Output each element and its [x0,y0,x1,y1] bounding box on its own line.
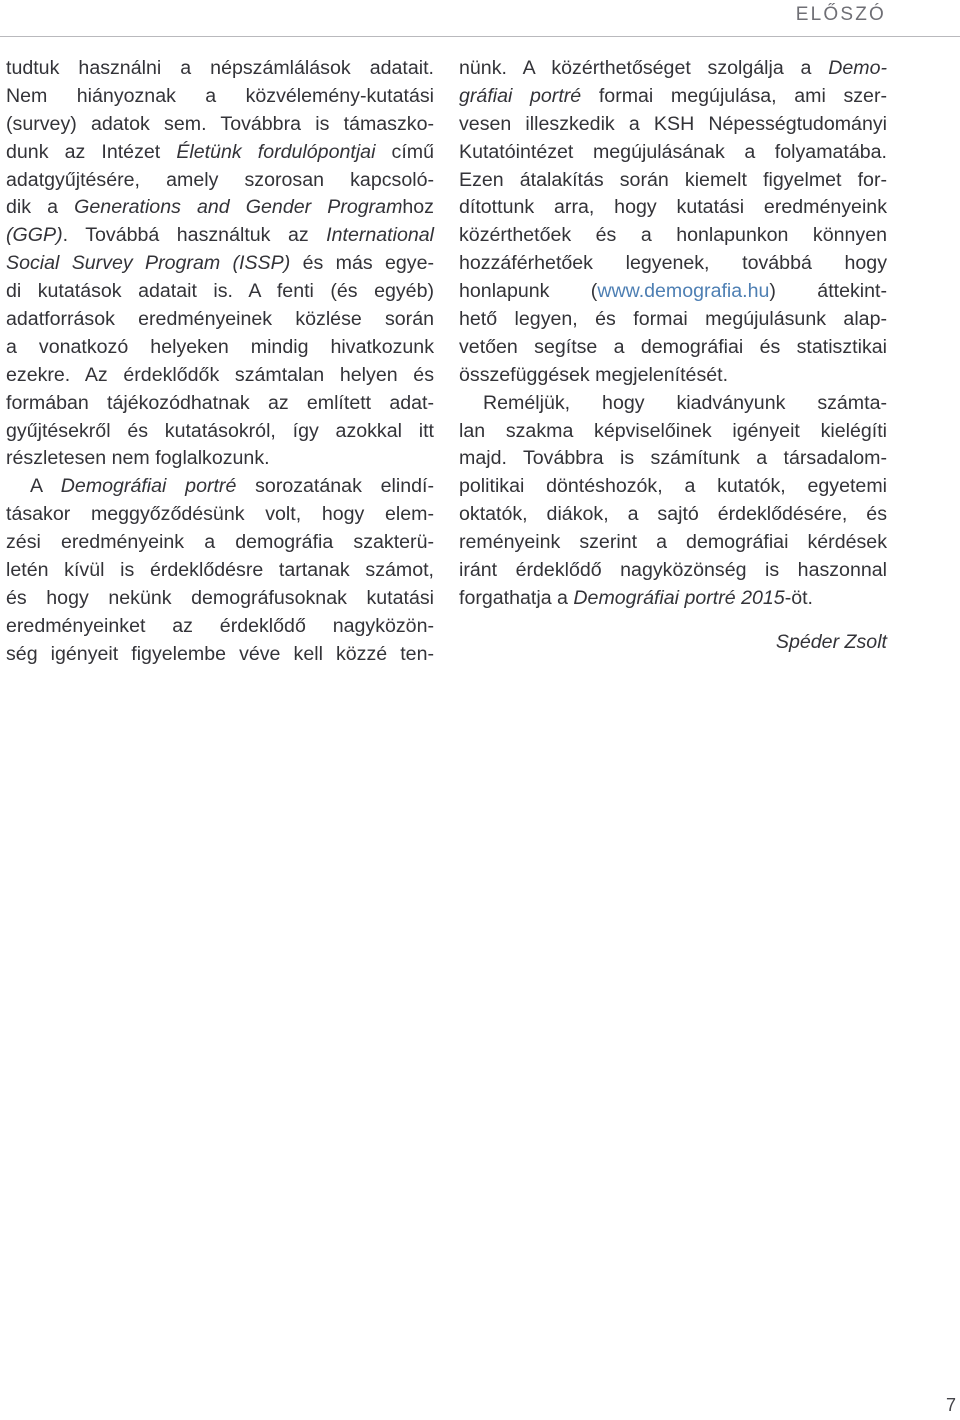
text-line [459,278,887,306]
text-line: adatforrások eredményeinek közlése során [6,308,434,331]
text-run: című [375,140,434,163]
text-line: hető legyen, és formai megújulásunk alap- [459,308,887,331]
text-line: tásakor meggyőződésünk volt, hogy elem- [6,503,434,526]
text-line [6,194,434,222]
text-line: eredményeinket az érdeklődő nagyközön- [6,614,434,637]
text-run: . Továbbá használtuk az [62,224,327,247]
text-line: majd. Továbbra is számítunk a társadalom- [459,447,887,470]
text-line [6,250,434,278]
text-line: iránt érdeklődő nagyközönség is haszonnal [459,559,887,582]
text-line [459,55,887,83]
text-line: letén kívül is érdeklődésre tartanak számot, [6,559,434,582]
text-line: közérthetőek és a honlapunkon könnyen [459,224,887,247]
text-line: adatgyűjtésére, amely szorosan kapcsoló- [6,168,434,191]
text-line: tudtuk használni a népszámlálások adatait. [6,57,434,79]
text-line: összefüggések megjelenítését. [459,363,729,386]
text-line: reményeink szerint a demográfiai kérdések [459,531,887,554]
italic-title-demografiai-portre-cont: gráfiai portré [459,84,582,107]
italic-title-issp-cont: Social Survey Program (ISSP) [6,252,291,275]
left-text-column [6,55,434,669]
text-line: di kutatások adatait is. A fenti (és egyéb) [6,280,434,303]
text-line: ezekre. Az érdeklődők számtalan helyen és [6,363,434,386]
italic-title-eletunk-fordulopontjai: Életünk fordulópontjai [176,140,376,163]
text-line: vesen illeszkedik a KSH Népességtudományi [459,112,887,135]
text-line: és hogy nekünk demográfusoknak kutatási [6,586,434,609]
text-line: ség igényeit figyelembe véve kell közzé ten- [6,642,434,665]
text-run: nünk. A közérthetőséget szolgálja a [459,57,829,79]
text-run: dunk az Intézet [6,140,177,163]
text-line [459,585,887,613]
text-run: honlapunk ( [459,280,598,303]
text-line: a vonatkozó helyeken mindig hivatkozunk [6,335,434,358]
text-run: ) áttekint- [769,280,887,303]
text-run: forgathatja a [459,586,574,609]
text-line: vetően segítse a demográfiai és statisztikai [459,335,887,358]
text-line: formában tájékozódhatnak az említett adat- [6,391,434,414]
text-line: oktatók, diákok, a sajtó érdeklődésére, és [459,503,887,526]
text-line [6,473,434,501]
text-run: A [30,475,61,498]
text-line: Ezen átalakítás során kiemelt figyelmet for- [459,168,887,191]
italic-abbrev-ggp: (GGP) [6,224,63,247]
website-link[interactable]: www.demografia.hu [597,280,770,303]
italic-title-issp: International [326,224,434,247]
header-divider [0,36,960,37]
right-text-column [459,55,887,657]
italic-title-ggp: Generations and Gender Program [74,196,403,219]
text-line: Reméljük, hogy kiadványunk számta- [483,391,887,414]
text-line: dítottunk arra, hogy kutatási eredményeink [459,196,887,219]
text-line: Nem hiányoznak a közvélemény-kutatási [6,84,434,107]
text-line: politikai döntéshozók, a kutatók, egyetemi [459,475,887,498]
page-number: 7 [945,1395,956,1415]
text-line: hozzáférhetőek legyenek, továbbá hogy [459,252,887,275]
text-line [459,83,887,111]
text-line: gyűjtésekről és kutatásokról, így azokkal itt [6,419,434,442]
text-run: dik a [6,196,75,219]
text-run: hoz [402,196,434,219]
text-run: sorozatának elindí- [236,475,435,498]
text-line [6,139,434,167]
text-line: (survey) adatok sem. Továbbra is támaszko- [6,112,434,135]
text-run: formai megújulása, ami szer- [581,84,887,107]
italic-title-demografiai-portre-2015: Demográfiai portré 2015 [573,586,785,609]
text-run: -öt. [784,586,813,609]
text-line: részletesen nem foglalkozunk. [6,447,270,470]
text-line: lan szakma képviselőinek igényeit kielégíti [459,419,887,442]
text-line [6,222,434,250]
text-line: zési eredményeink a demográfia szakterü- [6,531,434,554]
running-header-section-title: ELŐSZÓ [795,4,886,25]
text-run: és más egye- [290,252,434,275]
author-signature: Spéder Zsolt [775,630,887,653]
text-line: Kutatóintézet megújulásának a folyamatába. [459,140,887,163]
italic-title-demografiai-portre: Demográfiai portré [60,475,237,498]
italic-title-demografiai-portre: Demo- [828,57,887,79]
